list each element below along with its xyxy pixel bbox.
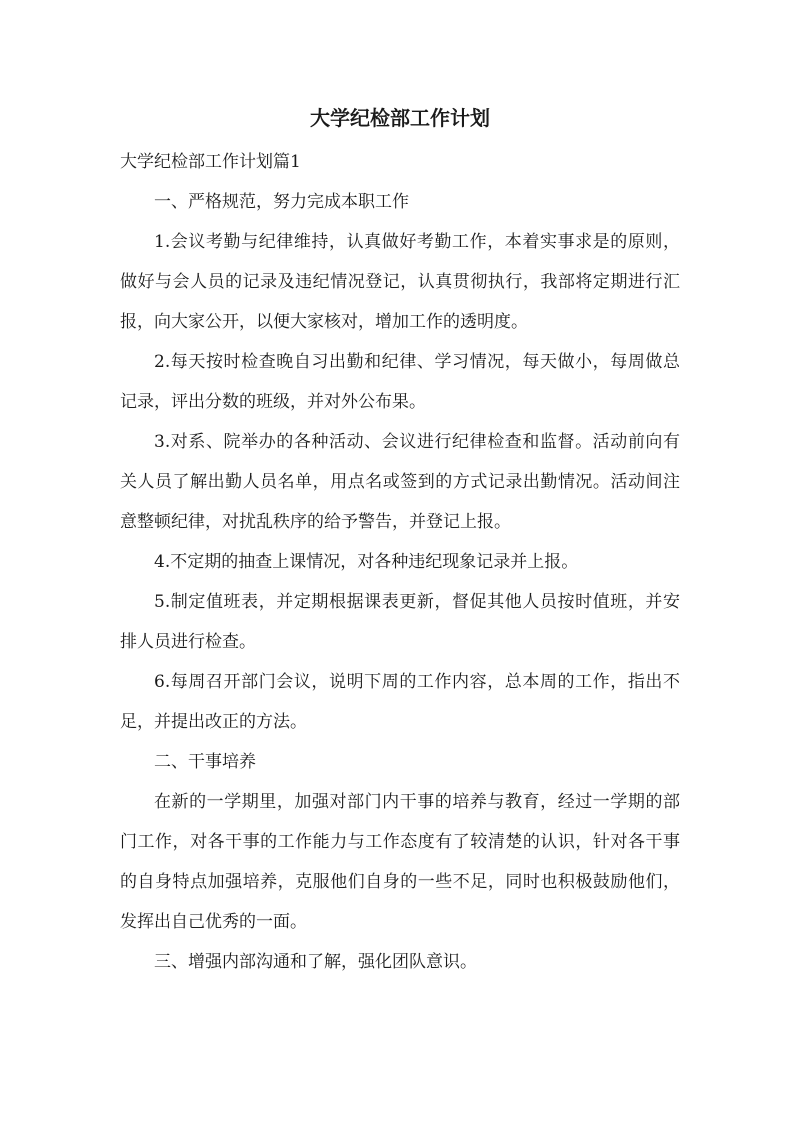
section-heading-2: 二、干事培养 (154, 752, 256, 772)
paragraph-item-5: 5.制定值班表，并定期根据课表更新，督促其他人员按时值班，并安排人员进行检查。 (120, 592, 680, 652)
paragraph-item-1: 1.会议考勤与纪律维持，认真做好考勤工作，本着实事求是的原则，做好与会人员的记录及违纪情况登记，认真贯彻执行，我部将定期进行汇报，向大家公开，以便大家核对，增加工作的透明度。 (120, 232, 680, 332)
document-body (120, 142, 680, 982)
document-title: 大学纪检部工作计划 (310, 106, 490, 130)
paragraph-item-6: 6.每周召开部门会议，说明下周的工作内容，总本周的工作，指出不足，并提出改正的方法。 (120, 672, 680, 732)
section-heading-3: 三、增强内部沟通和了解，强化团队意识。 (154, 952, 477, 972)
paragraph-training: 在新的一学期里，加强对部门内干事的培养与教育，经过一学期的部门工作，对各干事的工作能力与工作态度有了较清楚的认识，针对各干事的自身特点加强培养，克服他们自身的一些不足，同时也积极鼓励他们，发挥出自己优秀的一面。 (120, 792, 680, 932)
paragraph-item-4: 4.不定期的抽查上课情况，对各种违纪现象记录并上报。 (154, 552, 579, 572)
paragraph-item-3: 3.对系、院举办的各种活动、会议进行纪律检查和监督。活动前向有关人员了解出勤人员名单，用点名或签到的方式记录出勤情况。活动间注意整顿纪律，对扰乱秩序的给予警告，并登记上报。 (120, 432, 680, 532)
section-heading-1: 一、严格规范，努力完成本职工作 (154, 192, 409, 212)
paragraph-item-2: 2.每天按时检查晚自习出勤和纪律、学习情况，每天做小，每周做总记录，评出分数的班级，并对外公布果。 (120, 352, 680, 412)
document-subtitle: 大学纪检部工作计划篇1 (120, 152, 301, 172)
